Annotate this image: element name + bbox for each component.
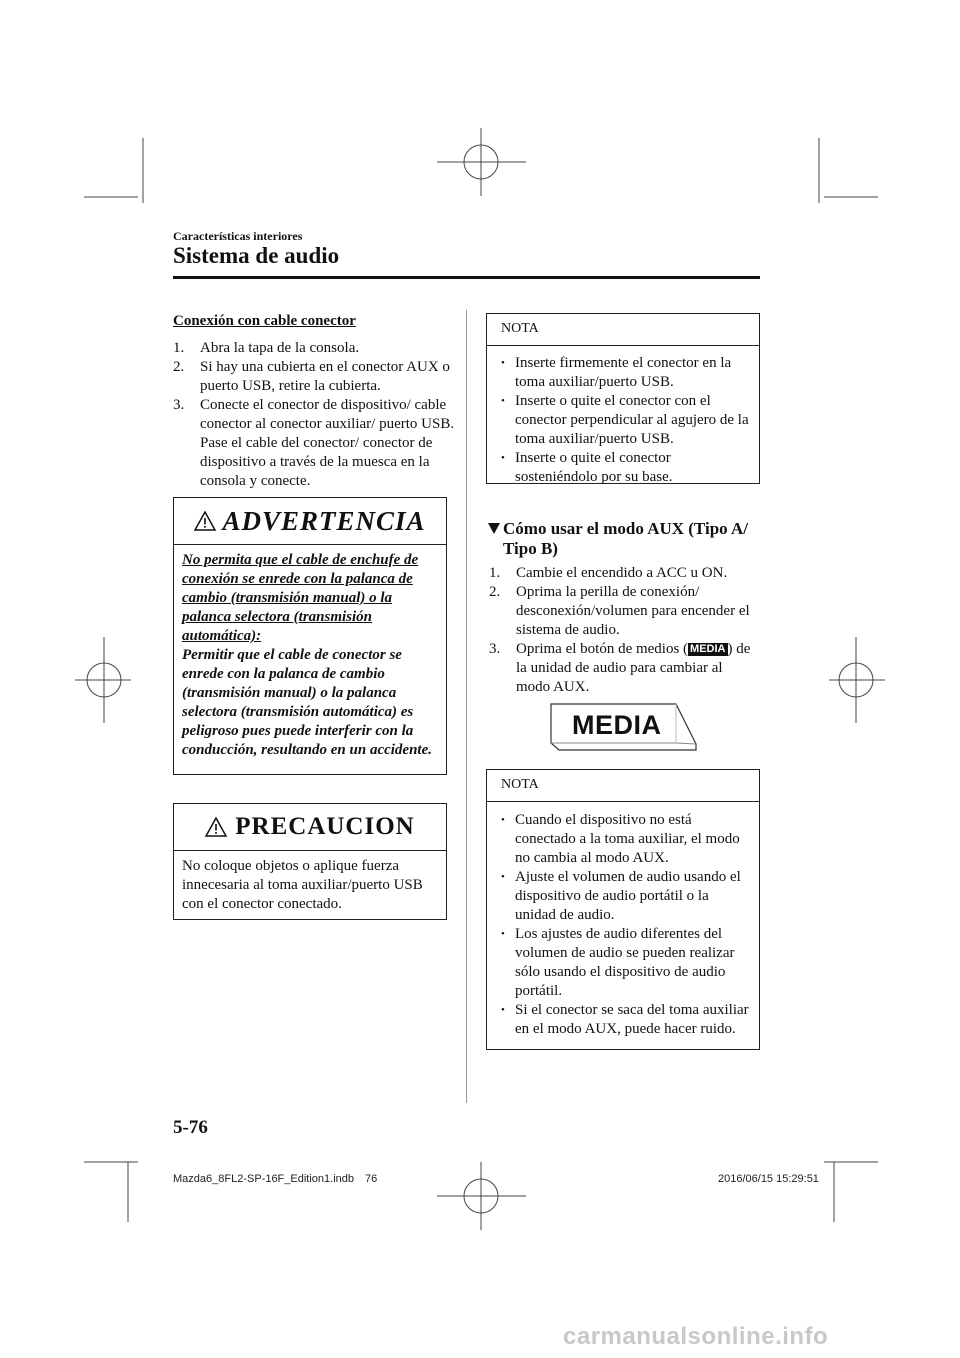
- caution-box: [173, 803, 447, 920]
- warning-triangle-icon: [194, 511, 216, 531]
- media-button-illustration: [548, 703, 698, 757]
- caution-title: PRECAUCION: [235, 813, 415, 840]
- step-item: 2. Si hay una cubierta en el conector AUX o puerto USB, retire la cubierta.: [173, 359, 450, 394]
- note-item: • Inserte firmemente el conector en la toma auxiliar/puerto USB.: [501, 354, 753, 392]
- section-heading-aux: Cómo usar el modo AUX (Tipo A/ Tipo B): [488, 519, 758, 559]
- note-header: [487, 770, 759, 802]
- chapter-label: Características interiores: [173, 229, 303, 243]
- note-label: NOTA: [501, 321, 539, 336]
- warning-lead: No permita que el cable de enchufe de conexión se enrede con la palanca de cambio (transmisión manual) o la palanca selectora (transmisión automática):: [182, 552, 419, 644]
- warning-body: [182, 551, 440, 760]
- section-subheading: Conexión con cable conector: [173, 313, 356, 329]
- warning-box: [173, 497, 447, 775]
- note-item: • Inserte o quite el conector con el conector perpendicular al agujero de la toma auxiliar/puerto USB.: [501, 392, 753, 449]
- caution-triangle-icon: [205, 817, 227, 837]
- warning-header: [174, 498, 446, 545]
- step-item: 1. Cambie el encendido a ACC u ON.: [489, 565, 728, 581]
- footer-filename: Mazda6_8FL2-SP-16F_Edition1.indb: [173, 1173, 355, 1185]
- warning-title: ADVERTENCIA: [222, 505, 426, 536]
- aux-steps: [489, 564, 759, 697]
- connection-steps: [173, 339, 458, 491]
- note-item: • Ajuste el volumen de audio usando el dispositivo de audio portátil o la unidad de audio.: [501, 868, 753, 925]
- note-item: • Inserte o quite el conector sosteniéndolo por su base.: [501, 449, 753, 487]
- note-item: • Cuando el dispositivo no está conectado a la toma auxiliar, el modo no cambia al modo AUX.: [501, 811, 753, 868]
- warning-text: Permitir que el cable de conector se enrede con la palanca de cambio (transmisión manual) o la palanca selectora (transmisión automática) es peligroso pues puede interferir con la conducción, resultando en un accidente.: [182, 647, 433, 758]
- footer-page: 76: [365, 1173, 378, 1185]
- note-list: [501, 811, 753, 1039]
- media-button-label: MEDIA: [572, 710, 662, 740]
- footer-timestamp: 2016/06/15 15:29:51: [718, 1173, 819, 1185]
- step-item: 1. Abra la tapa de la consola.: [173, 340, 360, 356]
- note-list: [501, 354, 753, 487]
- triangle-bullet-icon: [488, 523, 500, 534]
- note-item: • Los ajustes de audio diferentes del volumen de audio se pueden realizar sólo usando el dispositivo de audio portátil.: [501, 925, 753, 1001]
- note-box-1: [486, 313, 760, 484]
- title-rule: [173, 276, 760, 279]
- page-title: Sistema de audio: [173, 243, 340, 268]
- note-box-2: [486, 769, 760, 1050]
- step-item: 3. Oprima el botón de medios ( MEDIA ) de la unidad de audio para cambiar al modo AUX.: [489, 641, 751, 695]
- note-label: NOTA: [501, 777, 539, 792]
- caution-text: No coloque objetos o aplique fuerza innecesaria al toma auxiliar/puerto USB con el conector conectado.: [182, 858, 423, 912]
- note-header: [487, 314, 759, 346]
- caution-header: [174, 804, 446, 851]
- watermark: carmanualsonline.info: [563, 1323, 829, 1350]
- media-inline-icon: MEDIA: [690, 643, 726, 655]
- print-footer: [173, 1173, 378, 1185]
- column-divider: [466, 310, 467, 1103]
- note-item: • Si el conector se saca del toma auxiliar en el modo AUX, puede hacer ruido.: [501, 1001, 753, 1039]
- step-item: 2. Oprima la perilla de conexión/ desconexión/volumen para encender el sistema de audio.: [489, 584, 750, 638]
- step-item: 3. Conecte el conector de dispositivo/ cable conector al conector auxiliar/ puerto USB. Pase el cable del conector/ conector de dispositivo a través de la muesca en la consola y conecte.: [173, 397, 455, 489]
- page-number: 5-76: [173, 1117, 208, 1138]
